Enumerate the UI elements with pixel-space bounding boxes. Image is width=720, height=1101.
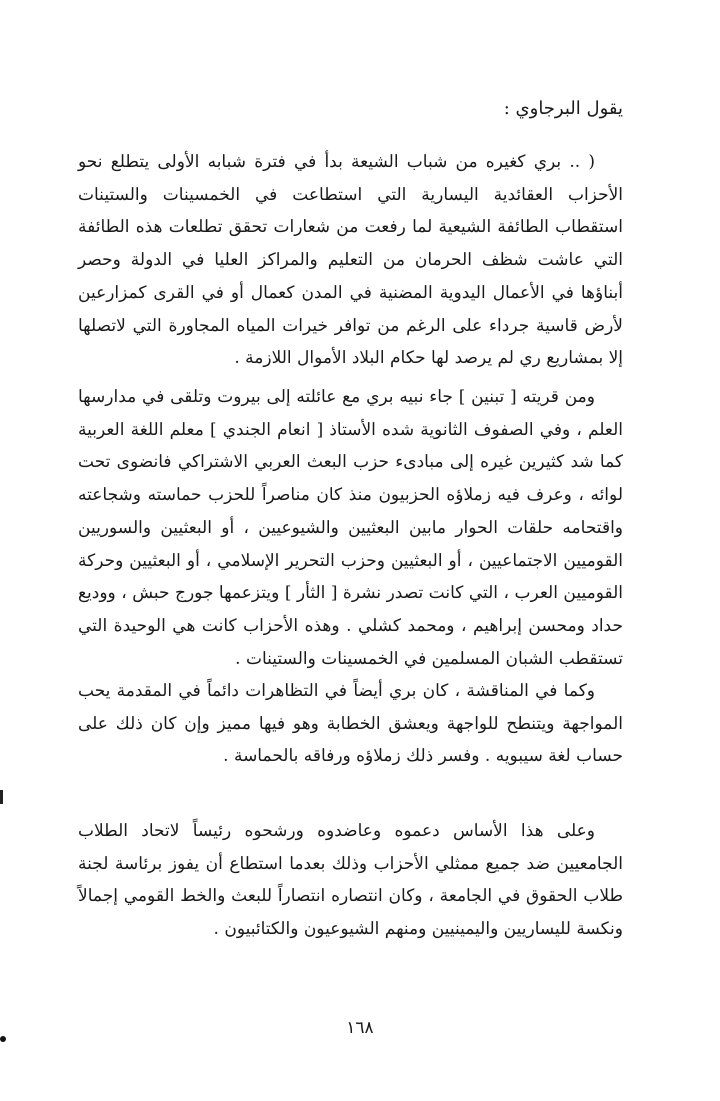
paragraph-demonstrations: وكما في المناقشة ، كان بري أيضاً في التظاهرات دائماً في المقدمة يحب المواجهة ويتنطح للواجهة ويعشق الخطابة وهو فيها مميز وإن كان ذلك على حساب لغة سيبويه . وفسر ذلك زملاؤه ورفاقه بالحماسة . <box>78 681 623 767</box>
paragraph-village-beirut: ومن قريته [ تبنين ] جاء نبيه بري مع عائلته إلى بيروت وتلقى في مدارسها العلم ، وفي الصفوف الثانوية شده الأستاذ [ انعام الجندي ] معلم اللغة العربية كما شد كثيرين غيره إلى مبادىء حزب البعث العربي الاشتراكي فانضوى تحت لوائه ، وعرف فيه زملاؤه الحزبيون منذ كان مناصراً للحزب حماسته وشجاعته واقتحامه حلقات الحوار مابين البعثيين والشيوعيين ، أو البعثيين والسوريين القوميين الاجتماعيين ، أو البعثيين وحزب التحرير الإسلامي ، أو البعثيين وحركة القوميين العرب ، التي كانت تصدر نشرة [ الثأر ] ويتزعمها جورج حبش ، ووديع حداد ومحسن إبراهيم ، ومحمد كشلي . وهذه الأحزاب كانت هي الوحيدة التي تستقطب الشبان المسلمين في الخمسينات والستينات . <box>78 387 623 669</box>
paragraph-quote-opening: ( .. بري كغيره من شباب الشيعة بدأ في فترة شبابه الأولى يتطلع نحو الأحزاب العقائدية اليسارية التي استطاعت في الخمسينات والستينات استقطاب الطائفة الشيعية لما رفعت من شعارات تحقق تطلعات هذه الطائفة التي عاشت شظف الحرمان من التعليم والمراكز العليا في الدولة وحصر أبناؤها في الأعمال اليدوية المضنية في المدن كعمال أو في القرى كمزارعين لأرض قاسية جرداء على الرغم من توافر خيرات المياه المجاورة التي لاتصلها إلا بمشاريع ري لم يرصد لها حكام البلاد الأموال اللازمة . <box>78 152 623 369</box>
page-number: ١٦٨ <box>346 1018 374 1038</box>
scan-margin-mark <box>0 790 3 804</box>
paragraph-student-union: وعلى هذا الأساس دعموه وعاضدوه ورشحوه رئيساً لاتحاد الطلاب الجامعيين ضد جميع ممثلي الأحزاب وذلك بعدما استطاع أن يفوز برئاسة لجنة طلاب الحقوق في الجامعة ، وكان انتصاره انتصاراً للبعث والخط القومي إجمالاً ونكسة لليساريين واليمينيين ومنهم الشيوعيون والكتائبيون . <box>78 821 623 940</box>
section-heading: يقول البرجاوي : <box>503 98 623 119</box>
scan-ink-dot <box>0 1036 6 1042</box>
